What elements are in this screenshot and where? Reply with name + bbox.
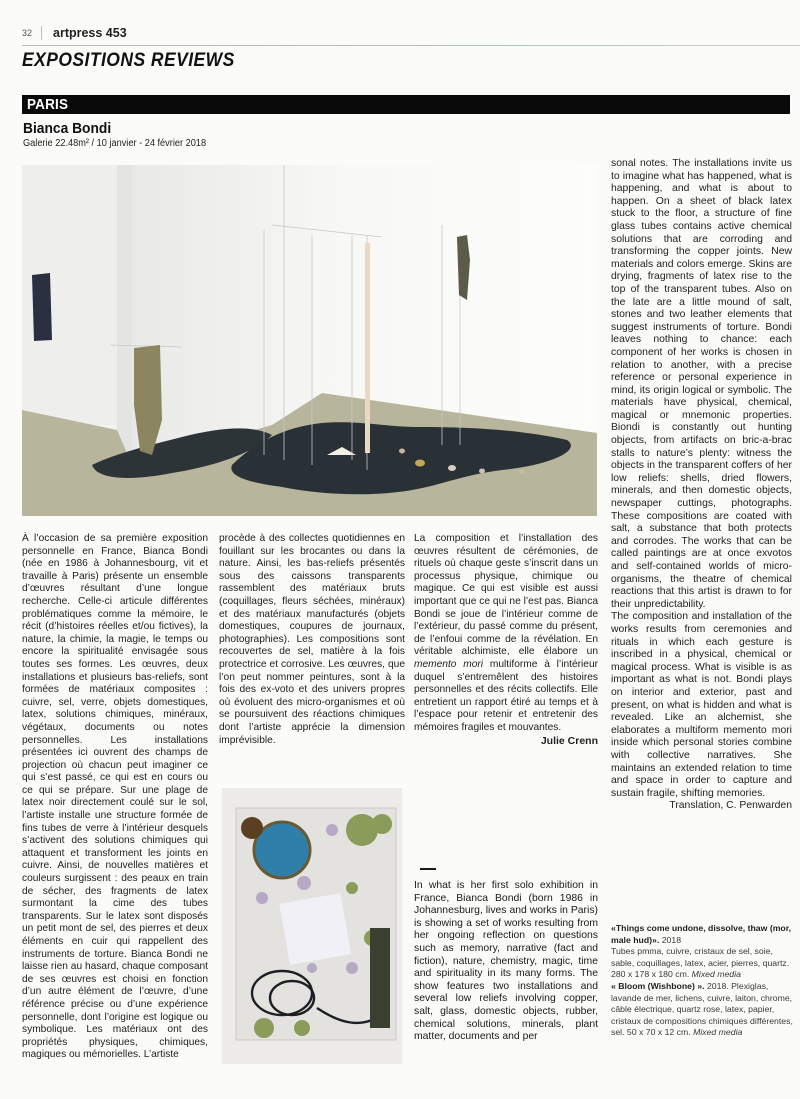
artist-name: Bianca Bondi xyxy=(23,120,112,137)
stone xyxy=(399,449,405,454)
french-text-column-2 xyxy=(219,533,405,747)
caption-relief: « Bloom (Wishbone) ». 2018. Plexiglas, lavande de mer, lichens, cuivre, laiton, chrome, câble électrique, quartz rose, latex, papier, cristaux de compositions chimiques différentes, sel. 50 x 70 x 12 cm. Mixed media xyxy=(611,980,793,1038)
hanging-rust-tube xyxy=(365,243,370,453)
stone xyxy=(519,470,525,474)
stone xyxy=(415,460,425,467)
photo-captions xyxy=(611,923,797,1039)
translator-credit: Translation, C. Penwarden xyxy=(669,800,792,812)
relief-illustration xyxy=(222,788,402,1064)
english-paragraph-1: In what is her first solo exhibition in France, Bianca Bondi (born 1986 in Johannesburg, lives and works in Paris) is showing a set of works resulting from her ongoing reflection on questions such as memory, narrative (fact and fiction), nature, chemistry, magic, time and spirituality in its many forms. The show features two installations and several low reliefs involving copper, salt, glass, domestic objects, rubber, chemical solutions, minerals, plant matter, documents and per xyxy=(414,880,598,1043)
french-text-column-3 xyxy=(414,533,598,747)
french-paragraph-1-cont: procède à des collectes quotidiennes en fouillant sur les brocantes ou dans la nature. Ainsi, les bas-reliefs présentés sous des caissons transparents rassemblent des matériaux bruts (coquillages, fleurs séchées, minéraux) et des matériaux manufacturés (objets domestiques, coupures de journaux, photographies). Les compositions sont recouvertes de sel, matière à la fois protectrice et corrosive. Les œuvres, que l’on peut nommer peintures, sont à la fois des ex-voto et des univers propres où évoluent des micro-organismes et où se poursuivent des réactions chimiques dont l’artiste apprécie la dimension imprévisible. xyxy=(219,533,405,746)
installation-illustration xyxy=(22,165,597,516)
paper-sheet xyxy=(279,893,351,965)
french-paragraph-2: La composition et l’installation des œuvres résultent de cérémonies, de rituels où chaque geste s’inscrit dans un processus physique, chimique ou magique. Ce qui est visible est aussi important que ce qui ne l’est pas. Bianca Bondi se joue de l’intérieur comme de l’extérieur, du passé comme du présent, de l’enfoui comme de la révélation. En véritable alchimiste, elle élabore un memento mori multiforme à l’intérieur duquel s’entremêlent des histoires personnelles et des récits collectifs. Elle entretient un rapport étiré au temps et à l’espace pour retenir et entretenir des mémoires fragiles et mouvantes. xyxy=(414,533,598,733)
french-paragraph-1: À l’occasion de sa première exposition personnelle en France, Bianca Bondi (née en 1986 à Johannesbourg, vit et travaille à Paris) présente un ensemble d’œuvres résultant d’une longue recherche. Celle-ci articule différentes problématiques comme la mémoire, le récit (d’histoires réelles et/ou fictives), la nature, la chimie, la magie, le temps ou encore la spiritualité envisagée sous toutes ses formes. Les œuvres, deux installations et plusieurs bas-reliefs, sont formées de matériaux composites : cuivre, sel, verre, objets domestiques, latex, solutions chimiques, minéraux, végétaux, documents ou notes personnelles. Les installations présentées ici ouvrent des champs de projection où chacun peut imaginer ce qui s’est passé, ce qui est en cours ou ce qui se prépare. Sur une plage de latex noir directement coulé sur le sol, l’artiste installe une structure formée de fins tubes de verre à l’intérieur desquels s’activent des solutions chimiques qui attaquent et transforment les joints en cuivre. Ainsi, de nouvelles matières et couleurs surgissent : des peaux en train de sécher, des fragments de latex surmontant la cime des tubes transparents. Sur le latex sont disposés un petit mont de sel, des pierres et deux éléments en cuir qui rappellent des instruments de torture. Bianca Bondi ne laisse rien au hasard, chaque composant de ses œuvres est choisi en fonction d’un autre élément de l’œuvre, d’une référence précise ou d’une expérience personnelle, dont l’origine est logique ou symbolique. Les matériaux ont des propriétés physiques, chimiques, magiques ou mémorielles. L’artiste xyxy=(22,533,208,1061)
stone xyxy=(448,465,456,471)
english-paragraph-2: The composition and installation of the works results from ceremonies and rituals in which each gesture is inscribed in a physical, chemical or magical process. What is visible is as important as what is not. Bondi plays on interior and exterior, past and present, on what is hidden and what is revealed. Like an alchemist, she elaborates a multiform memento mori inside which personal stories combine with collective narratives. She maintains an extended relation to time and space in order to capture and sustain fragile, shifting memories. xyxy=(611,611,792,799)
caption-installation: «Things come undone, dissolve, thaw (mor, male hud)». 2018 Tubes pmma, cuivre, cristaux de sel, soie, sable, coquillages, latex, acier, pierres, quartz. 280 x 178 x 180 cm. Mixed media xyxy=(611,923,792,980)
dark-leaf xyxy=(370,928,390,1028)
city-label: PARIS xyxy=(27,96,69,113)
dark-disc xyxy=(241,817,263,839)
language-divider xyxy=(420,868,436,870)
author-signature: Julie Crenn xyxy=(540,734,598,747)
english-paragraph-1-cont: sonal notes. The installations invite us to imagine what has happened, what is happening, and what is about to happen. On a sheet of black latex stuck to the floor, a structure of fine glass tubes contains active chemical solutions that are corroding and transforming the copper joints. New materials and colors emerge. Skins are drying, fragments of latex rise to the top of the transparent tubes. Also on the late are a little mound of salt, stones and two leather elements that suggest instruments of torture. Bondi leaves nothing to chance: each component of her works is chosen in relation to another, with a precise reference or personal experience in mind, its origin logical or symbolic. The materials have physical, chemical, magical or mnemonic properties. Biondi is constantly out hunting objects, from artifacts on bric-a-brac stalls to nature’s plenty: witness the objects in the transparent coffers of her low reliefs: shells, dried flowers, minerals, and then domestic objects, newspaper cuttings, photographs. These compositions are coated with salt, a substance that both protects and corrodes. The works that can be called paintings are at once exvotos and self-contained worlds of micro-organisms, the theatre of chemical reactions that this artist is drawn to for their unpredictability. xyxy=(611,158,792,610)
installation-view-photo xyxy=(22,165,597,516)
english-text-start xyxy=(414,880,598,1044)
section-title: EXPOSITIONS REVIEWS xyxy=(22,50,235,71)
bloom-wishbone-photo xyxy=(222,788,402,1064)
right-wall xyxy=(322,165,597,433)
page-number: 32 xyxy=(22,28,33,38)
header-rule xyxy=(22,45,800,46)
english-text-column xyxy=(611,158,792,813)
french-text-column-1 xyxy=(22,533,208,1062)
hanging-dark-cloth xyxy=(32,273,52,341)
city-bar xyxy=(22,95,790,114)
magazine-title: artpress 453 xyxy=(53,26,127,40)
header-divider xyxy=(41,26,42,40)
venue-dates: Galerie 22.48m² / 10 janvier - 24 février 2018 xyxy=(23,138,207,149)
stone xyxy=(479,469,485,474)
